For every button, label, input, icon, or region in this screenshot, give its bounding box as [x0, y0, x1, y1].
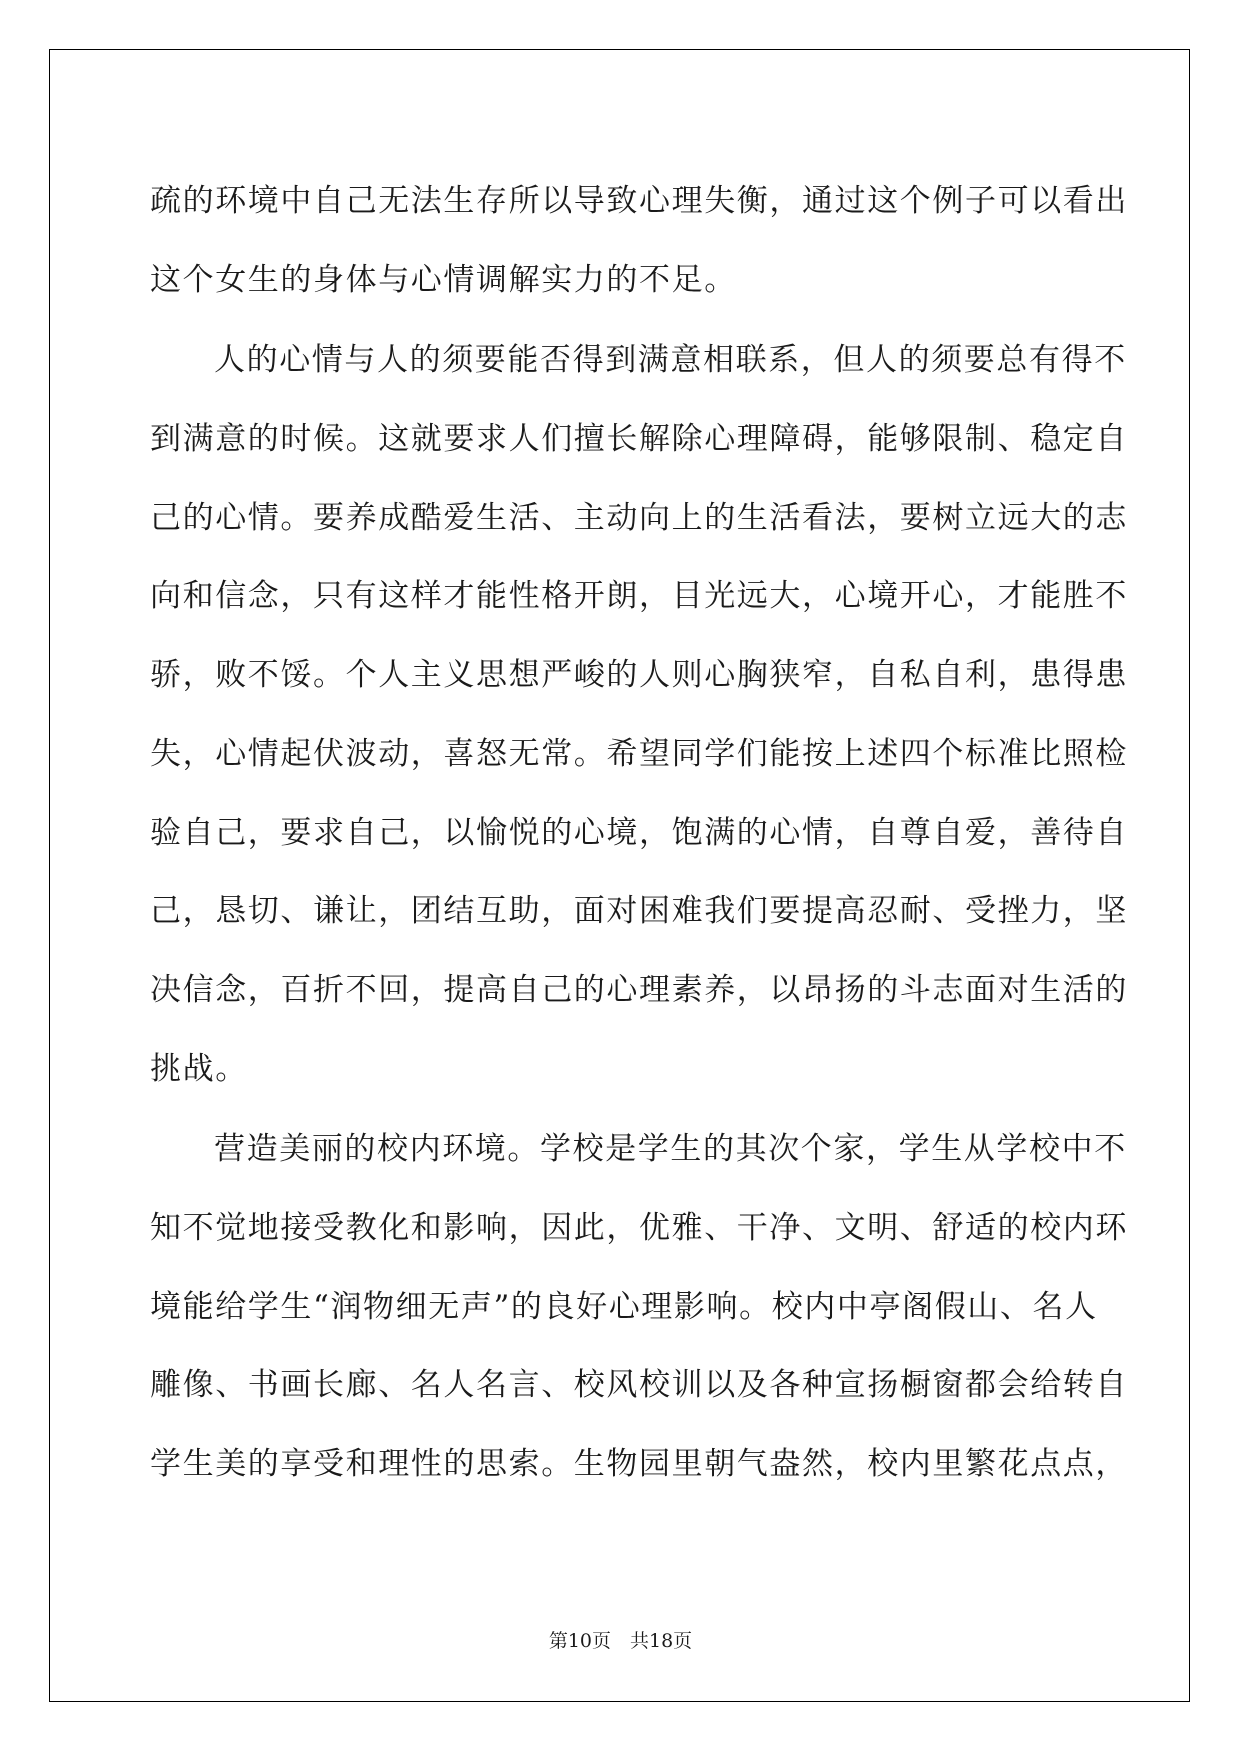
- text-line: 失，心情起伏波动，喜怒无常。希望同学们能按上述四个标准比照检: [150, 735, 1128, 772]
- text-line: 疏的环境中自己无法生存所以导致心理失衡，通过这个例子可以看出: [150, 183, 1128, 219]
- text-line: 己的心情。要养成酷爱生活、主动向上的生活看法，要树立远大的志: [150, 499, 1128, 536]
- text-line: 向和信念，只有这样才能性格开朗，目光远大，心境开心，才能胜不: [150, 578, 1128, 615]
- text-line: 学生美的享受和理性的思索。生物园里朝气盎然，校内里繁花点点，: [150, 1446, 1128, 1482]
- paragraph: [150, 162, 1128, 319]
- text-line: 挑战。: [150, 1050, 248, 1087]
- text-line: 人的心情与人的须要能否得到满意相联系，但人的须要总有得不: [214, 342, 1127, 379]
- paragraph: [150, 1110, 1128, 1503]
- text-line: 营造美丽的校内环境。学校是学生的其次个家，学生从学校中不: [214, 1131, 1127, 1168]
- document-body: [150, 162, 1128, 1504]
- page-number-footer: 第10页 共18页: [548, 1630, 693, 1652]
- text-line: 境能给学生“润物细无声”的良好心理影响。校内中亭阁假山、名人: [150, 1288, 1098, 1325]
- text-line: 知不觉地接受教化和影响，因此，优雅、干净、文明、舒适的校内环: [150, 1209, 1128, 1246]
- text-line: 这个女生的身体与心情调解实力的不足。: [150, 261, 737, 298]
- text-line: 骄，败不馁。个人主义思想严峻的人则心胸狭窄，自私自利，患得患: [150, 657, 1128, 694]
- text-line: 己，恳切、谦让，团结互助，面对困难我们要提高忍耐、受挫力，坚: [150, 893, 1128, 930]
- text-line: 决信念，百折不回，提高自己的心理素养，以昂扬的斗志面对生活的: [150, 971, 1128, 1008]
- text-line: 验自己，要求自己，以愉悦的心境，饱满的心情，自尊自爱，善待自: [150, 814, 1128, 851]
- text-line: 到满意的时候。这就要求人们擅长解除心理障碍，能够限制、稳定自: [150, 421, 1128, 458]
- text-line: 雕像、书画长廊、名人名言、校风校训以及各种宣扬橱窗都会给转自: [150, 1367, 1128, 1404]
- paragraph: [150, 321, 1128, 1108]
